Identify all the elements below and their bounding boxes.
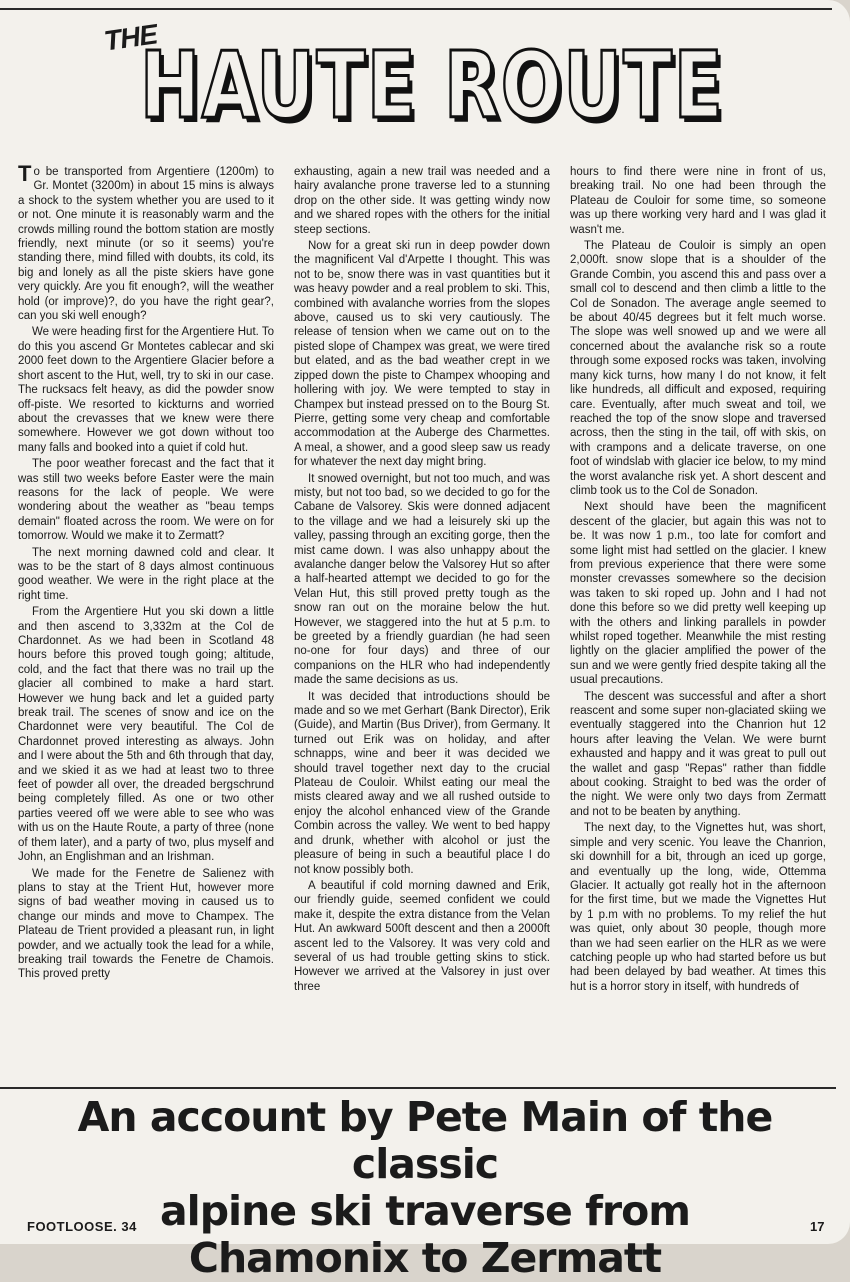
paragraph: The poor weather forecast and the fact that it was still two weeks before Easter were the main reasons for the lack of people. We were wondering about the weather as "beau temps demain" floated across the room. We were on for tomorrow. Would we make it to Zermatt?	[18, 458, 274, 543]
paragraph: The next day, to the Vignettes hut, was short, simple and very scenic. You leave the Chanrion, ski downhill for a bit, through an iced up gorge, and eventually up the long, wide, Ottemma Glacier. It actually got really hot in the afternoon for the first time, but we made the Vignettes Hut by 1 p.m with no problems. To my relief the hut was quiet, only about 30 people, though more than we had seen earlier on the HLR as we were catching people up who had started before us but had been delayed by bad weather. At times this hut is a horror story in itself, with hundreds of	[570, 822, 826, 993]
paragraph: It snowed overnight, but not too much, and was misty, but not too bad, so we decided to go for the Cabane de Valsorey. Skis were donned adjacent to the village and we had a leisurely ski up the valley, passing through an exciting gorge, then the mist came down. I was also unhappy about the avalanche danger below the Valsorey Hut so after a half-hearted attempt we decided to go for the Velan Hut, this still proved pretty tough as the snow ran out on the moraine below the hut. However, we staggered into the hut at 5 p.m. to be greeted by a friendly guardian (he had seen no-one for four days) and three of our companions on the HLR who had independently made the same decisions as us.	[294, 472, 550, 687]
paragraph: We were heading first for the Argentiere Hut. To do this you ascend Gr Montetes cablecar and ski 2000 feet down to the Argentiere Glacier before a short ascent to the Hut, well, try to ski in our case. The rucksacs felt heavy, as did the powder snow off-piste. We resorted to kickturns and worried about the crevasses that we knew were there somewhere. However we got down without too many falls and booked into a quiet if cold hut.	[18, 326, 274, 454]
subtitle-rule	[0, 1087, 836, 1089]
paragraph: exhausting, again a new trail was needed and a hairy avalanche prone traverse led to a stunning drop on the other side. It was getting windy now and we shared ropes with the others for the initial steep sections.	[294, 166, 550, 236]
paragraph	[18, 165, 274, 323]
article-column-2	[294, 165, 550, 1080]
paragraph-text: o be transported from Argentiere (1200m) to Gr. Montet (3200m) in about 15 mins is always a shock to the system whether you are used to it or not. One minute it is reasonably warm and the crowds milling round the bottom station are mostly friendly, next minute (or so it seems) you're standing there, mind filled with doubts, its cold, its big and lonely as all the piste skiers have gone very quickly. Are you fit enough?, will the weather hold (or improve)?, do you have the right gear?, can you ski well enough?	[18, 166, 274, 323]
page-title: HAUTE ROUTE	[140, 32, 725, 139]
drop-cap: T	[18, 165, 32, 186]
paragraph: hours to find there were nine in front of us, breaking trail. No one had been through the Plateau de Couloir for some time, so someone was up there working very hard and I was glad it wasn't me.	[570, 166, 826, 236]
article-body	[18, 165, 826, 1080]
paragraph: The descent was successful and after a short reascent and some super non-glaciated skiing we eventually staggered into the Chanrion hut 12 hours after leaving the Velan. We were burnt exhausted and happy and it was great to pull out the wallet and gasp "Repas" rather than fiddle about cooking. Straight to bed was the order of the night. We were only two days from Zermatt and not to be beaten by anything.	[570, 690, 826, 818]
subtitle-line-3: Chamonix to Zermatt	[188, 1234, 662, 1282]
article-subtitle	[0, 1094, 850, 1282]
paragraph: Now for a great ski run in deep powder down the magnificent Val d'Arpette I thought. This was not to be, snow there was in vast quantities but it was heavy powder and a real problem to ski. This, combined with avalanche worries from the slopes above, caused us to ski very cautiously. The release of tension when we came out on to the pisted slope of Champex was great, we were tired but elated, and as the bad weather crept in we zipped down the piste to Champex whooping and hollering with joy. We were tempted to stay in Champex but instead pressed on to the Bourg St. Pierre, getting some very cheap and comfortable accommodation at the Auberge des Charmettes. A meal, a shower, and a good sleep saw us ready for whatever the next day might bring.	[294, 240, 550, 469]
article-column-1	[18, 165, 274, 1080]
article-column-3	[570, 165, 826, 1080]
paragraph: The Plateau de Couloir is simply an open 2,000ft. snow slope that is a shoulder of the Grande Combin, you ascend this and pass over a small col to descend and then climb a little to the Col de Sonadon. The average angle seemed to be about 40/45 degrees but it felt much worse. The slope was well snowed up and we were all concerned about the avalanche risk so a route through some exposed rocks was taken, involving many kick turns, how many I do not know, it felt like hundreds, all difficult and exposed, requiring care. Eventually, after much sweat and toil, we reached the top of the snow slope and traversed across, then the sting in the tail, off with skis, on with crampons and a delicate traverse, on one foot of windslab with glacier ice below, to my mind the worst avalanche risk yet. A short descent and climb took us to the Col de Sonadon.	[570, 240, 826, 497]
page-number: 17	[810, 1219, 825, 1234]
subtitle-line-1: An account by Pete Main of the classic	[77, 1093, 773, 1188]
paragraph: It was decided that introductions should be made and so we met Gerhart (Bank Director), Erik (Guide), and Martin (Bus Driver), from Germany. It turned out Erik was on holiday, and after schnapps, wine and beer it was decided we should travel together next day to the crucial Plateau de Couloir. Whilst eating our meal the mists cleared away and we all rushed outside to enjoy the alcohol enhanced view of the Grande Combin across the valley. We went to bed happy and drunk, whether with alcohol or just the pleasure of being in such a beautiful place I do not know possibly both.	[294, 690, 550, 876]
magazine-footer: FOOTLOOSE. 34	[27, 1219, 137, 1234]
subtitle-line-2: alpine ski traverse from	[159, 1187, 691, 1235]
paragraph: The next morning dawned cold and clear. It was to be the start of 8 days almost continuous good weather. We were in the right place at the right time.	[18, 546, 274, 602]
paragraph: A beautiful if cold morning dawned and Erik, our friendly guide, seemed confident we could make it, despite the extra distance from the Velan Hut. An awkward 500ft descent and then a 2000ft ascent led to the Valsorey. It was very cold and several of us had trouble getting skins to stick. However we arrived at the Valsorey in just over three	[294, 879, 550, 993]
paragraph: From the Argentiere Hut you ski down a little and then ascend to 3,332m at the Col de Chardonnet. As we had been in Scotland 48 hours before this proved tough going; altitude, cold, and the fact that there was no trail up the glacier all combined to make a hard start. However we hung back and let a guided party break trail. The scenes of snow and ice on the Chardonnet were very beautiful. The Col de Chardonnet proved interesting as always. John and I were about the 5th and 6th through that day, and we skied it as we had at least two to three feet of powder all over, the dreaded bergschrund being completely filled. As one or two other parties veered off we were able to see who was with us on the Haute Route, a party of three (none of them later), and a party of two, plus myself and John, an Englishman and an Irishman.	[18, 606, 274, 864]
title-prefix: THE	[102, 18, 159, 57]
paragraph: Next should have been the magnificent descent of the glacier, but again this was not to be. It was now 1 p.m., too late for comfort and some light mist had settled on the glacier. I knew from previous experience that there were some monster crevasses somewhere so the decision was taken to ski roped up. John and I had not done this before so we did pretty well keeping up with the others and linking parallels in powder whilst roped together. Meanwhile the mist resting lightly on the glacier amplified the power of the sun and we were gently fried despite taking all the usual precautions.	[570, 501, 826, 687]
paragraph: We made for the Fenetre de Salienez with plans to stay at the Trient Hut, however more signs of bad weather moving in caused us to change our minds and move to Champex. The Plateau de Trient provided a pleasant run, in light powder, and we actually took the lead for a while, breaking trail towards the Fenetre de Chamois. This proved pretty	[18, 867, 274, 981]
top-rule	[0, 8, 832, 10]
